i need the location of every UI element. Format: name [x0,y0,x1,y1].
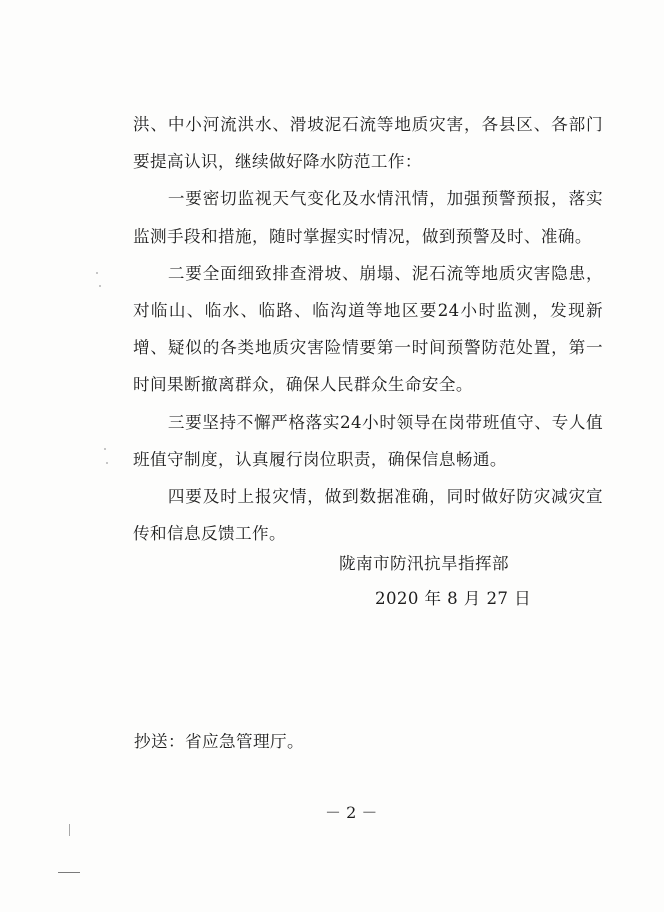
cc-line: 抄送：省应急管理厅。 [134,732,304,751]
signature-date: 2020 年 8 月 27 日 [375,589,532,608]
scan-artifact-dot [106,462,108,464]
scan-artifact-line [58,872,80,873]
paragraph-item-1: 一要密切监视天气变化及水情汛情，加强预警预报，落实监测手段和措施，随时掌握实时情况，做到预警及时、准确。 [133,189,603,246]
scan-artifact-tick [69,824,70,836]
scan-artifact-dot [104,448,106,450]
paragraph-item-2: 二要全面细致排查滑坡、崩塌、泥石流等地质灾害隐患，对临山、临水、临路、临沟道等地区要24小时监测，发现新增、疑似的各类地质灾害险情要第一时间预警防范处置，第一时间果断撤离群众，确保人民群众生命安全。 [133,263,603,395]
document-body [133,106,603,552]
page-number: － 2 － [325,803,378,822]
scan-artifact-dot [99,285,101,287]
signature-organization: 陇南市防汛抗旱指挥部 [339,554,509,573]
paragraph-item-4: 四要及时上报灾情，做到数据准确，同时做好防灾减灾宣传和信息反馈工作。 [133,487,603,544]
paragraph-intro: 洪、中小河流洪水、滑坡泥石流等地质灾害，各县区、各部门要提高认识，继续做好降水防范工作： [133,115,603,172]
paragraph-item-3: 三要坚持不懈严格落实24小时领导在岗带班值守、专人值班值守制度，认真履行岗位职责，确保信息畅通。 [133,412,603,469]
scan-artifact-dot [96,272,98,274]
